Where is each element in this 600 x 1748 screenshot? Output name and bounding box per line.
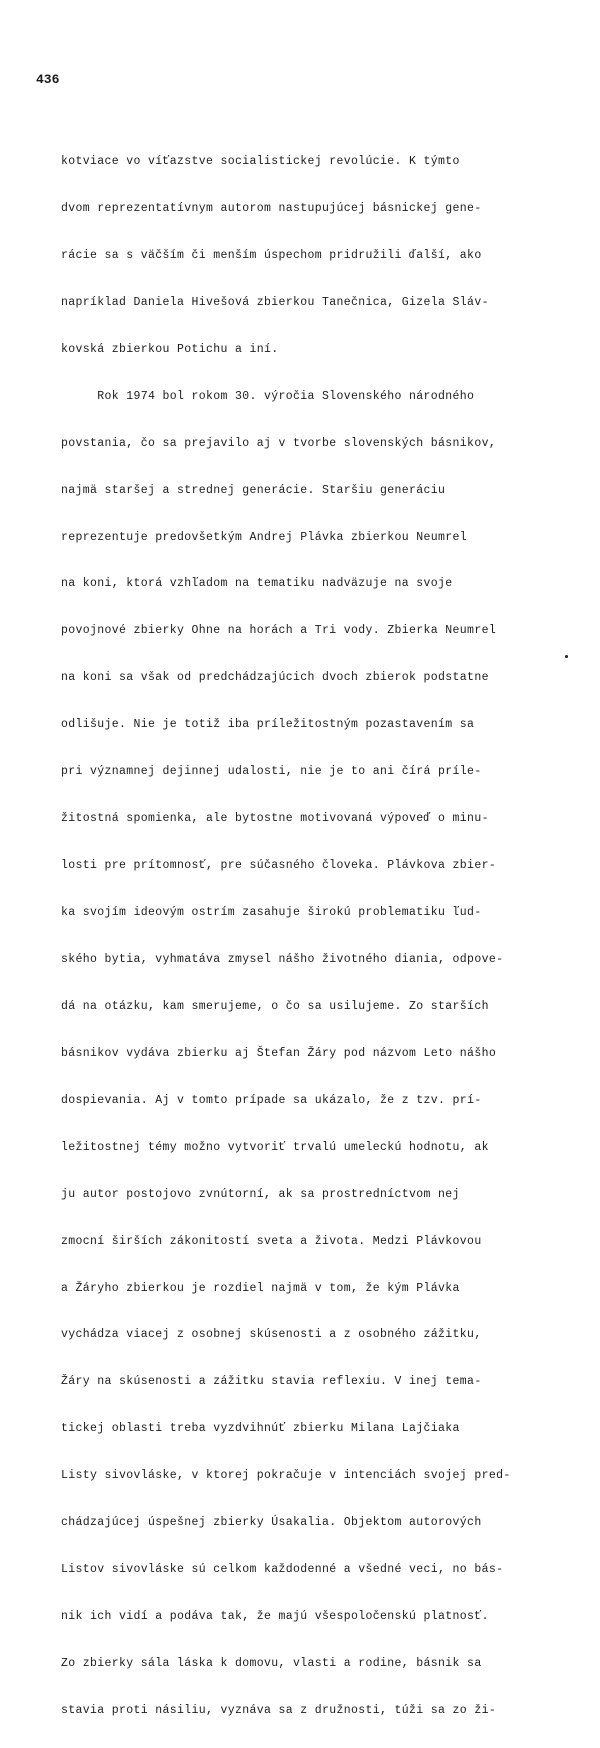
text-line: pri významnej dejinnej udalosti, nie je to ani čírá príle-: [61, 765, 482, 779]
text-line: a Žáryho zbierkou je rozdiel najmä v tom, že kým Plávka: [61, 1281, 460, 1295]
text-line: Listov sivovláske sú celkom každodenné a všedné veci, no bás-: [61, 1563, 504, 1577]
text-line: rácie sa s väčším či menším úspechom pridružili ďalší, ako: [61, 248, 482, 262]
body-text: [61, 126, 581, 1748]
text-line: povojnové zbierky Ohne na horách a Tri vody. Zbierka Neumrel: [61, 624, 497, 638]
text-line: chádzajúcej úspešnej zbierky Úsakalia. Objektom autorových: [61, 1516, 482, 1530]
text-line: ka svojím ideovým ostrím zasahuje širokú problematiku ľud-: [61, 906, 482, 919]
text-line: povstania, čo sa prejavilo aj v tvorbe slovenských básnikov,: [61, 436, 497, 450]
text-line: kovská zbierkou Potichu a iní.: [61, 342, 279, 356]
text-line: odlišuje. Nie je totiž iba príležitostným pozastavením sa: [61, 718, 475, 732]
text-line: dospievania. Aj v tomto prípade sa ukázalo, že z tzv. prí-: [61, 1093, 482, 1107]
text-line: Rok 1974 bol rokom 30. výročia Slovenského národného: [61, 389, 475, 403]
text-line: dvom reprezentatívnym autorom nastupujúcej básnickej gene-: [61, 201, 482, 215]
text-line: najmä staršej a strednej generácie. Staršiu generáciu: [61, 483, 446, 497]
text-line: losti pre prítomnosť, pre súčasného človeka. Plávkova zbier-: [61, 859, 497, 873]
text-line: Žáry na skúsenosti a zážitku stavia reflexiu. V inej tema-: [61, 1375, 482, 1389]
ink-speck: [565, 655, 568, 658]
text-line: kotviace vo víťazstve socialistickej revolúcie. K týmto: [61, 155, 460, 168]
text-line: stavia proti násiliu, vyznáva sa z družnosti, túži sa zo ži-: [61, 1703, 497, 1717]
text-line: nik ich vidí a podáva tak, že majú všespoločenskú platnosť.: [61, 1610, 489, 1624]
text-line: na koni sa však od predchádzajúcich dvoch zbierok podstatne: [61, 671, 489, 685]
text-line: dá na otázku, kam smerujeme, o čo sa usilujeme. Zo starších: [61, 999, 489, 1013]
text-line: na koni, ktorá vzhľadom na tematiku nadväzuje na svoje: [61, 577, 453, 591]
text-line: zmocní širších zákonitostí sveta a života. Medzi Plávkovou: [61, 1234, 482, 1248]
text-line: tickej oblasti treba vyzdvihnúť zbierku Milana Lajčiaka: [61, 1422, 460, 1436]
text-line: ju autor postojovo zvnútorní, ak sa prostredníctvom nej: [61, 1187, 460, 1201]
text-line: ležitostnej témy možno vytvoriť trvalú umeleckú hodnotu, ak: [61, 1140, 489, 1154]
text-line: napríklad Daniela Hivešová zbierkou Tanečnica, Gizela Sláv-: [61, 295, 489, 309]
text-line: Listy sivovláske, v ktorej pokračuje v intenciách svojej pred-: [61, 1469, 511, 1483]
text-line: ského bytia, vyhmatáva zmysel nášho životného diania, odpove-: [61, 952, 504, 966]
page-number: 436: [36, 72, 60, 87]
text-line: básnikov vydáva zbierku aj Štefan Žáry pod názvom Leto nášho: [61, 1046, 497, 1060]
text-line: vychádza viacej z osobnej skúsenosti a z osobného zážitku,: [61, 1328, 482, 1342]
text-line: žitostná spomienka, ale bytostne motivovaná výpoveď o minu-: [61, 812, 489, 826]
text-line: Zo zbierky sála láska k domovu, vlasti a rodine, básnik sa: [61, 1657, 482, 1670]
text-line: reprezentuje predovšetkým Andrej Plávka zbierkou Neumrel: [61, 530, 468, 544]
